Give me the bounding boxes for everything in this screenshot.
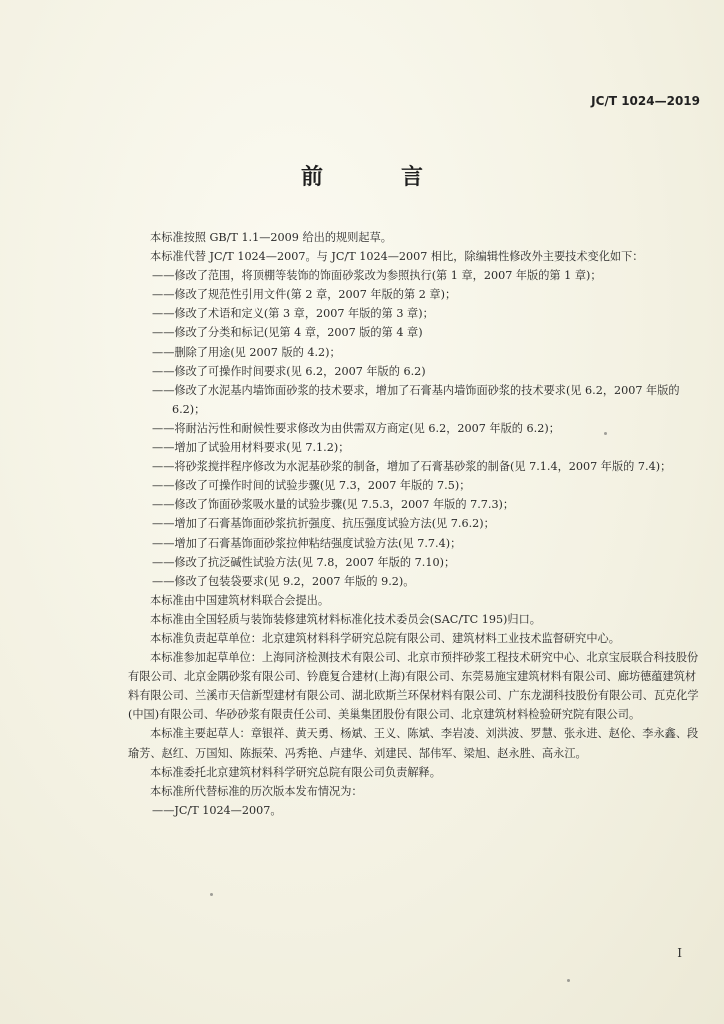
change-item: ——修改了范围，将顶棚等装饰的饰面砂浆改为参照执行(第 1 章，2007 年版的第 1 章)； [152,269,602,283]
paragraph: 本标准主要起草人：章银祥、黄天勇、杨斌、王义、陈斌、李岩凌、刘洪波、罗慧、张永进、赵伦、李永鑫、段瑜芳、赵红、万国知、陈振荣、冯秀艳、卢建华、刘建民、郜伟军、梁旭、赵永胜、高永江。 [128,727,699,760]
paragraph: 本标准参加起草单位：上海同济检测技术有限公司、北京市预拌砂浆工程技术研究中心、北京宝辰联合科技股份有限公司、北京金隅砂浆有限公司、钤鹿复合建材(上海)有限公司、东莞易施宝建筑材料有限公司、廊坊德蕴建筑材料有限公司、兰溪市天信新型建材有限公司、湖北欧斯兰环保材料有限公司、广东龙湖科技股份有限公司、瓦克化学(中国)有限公司、华砂砂浆有限责任公司、美巢集团股份有限公司、北京建筑材料检验研究院有限公司。 [128,651,699,722]
page-title: 前 言 [300,165,451,190]
change-item: ——修改了抗泛碱性试验方法(见 7.8，2007 年版的 7.10)； [152,555,456,569]
change-item: ——修改了可操作时间的试验步骤(见 7.3，2007 年版的 7.5)； [152,479,471,493]
page-number: I [677,946,682,960]
change-item: ——修改了可操作时间要求(见 6.2，2007 年版的 6.2) [152,364,426,378]
change-item: ——增加了试验用材料要求(见 7.1.2)； [152,441,350,455]
paragraph: 本标准所代替标准的历次版本发布情况为： [150,784,363,798]
change-item: ——修改了包装袋要求(见 9.2，2007 年版的 9.2)。 [152,574,415,588]
paragraph: 本标准按照 GB/T 1.1—2009 给出的规则起草。 [150,231,392,244]
change-item: ——将耐沾污性和耐候性要求修改为由供需双方商定(见 6.2，2007 年版的 6.2)； [152,421,560,435]
paragraph: 本标准由全国轻质与装饰装修建筑材料标准化技术委员会(SAC/TC 195)归口。 [150,612,541,626]
change-item: ——将砂浆搅拌程序修改为水泥基砂浆的制备，增加了石膏基砂浆的制备(见 7.1.4，2007 年版的 7.4)； [152,460,672,474]
scan-speck [604,432,607,435]
change-item: ——增加了石膏基饰面砂浆拉伸粘结强度试验方法(见 7.7.4)； [152,536,462,550]
change-item: ——修改了饰面砂浆吸水量的试验步骤(见 7.5.3，2007 年版的 7.7.3)； [152,498,515,512]
paragraph: 本标准委托北京建筑材料科学研究总院有限公司负责解释。 [150,765,441,779]
scan-speck [567,979,570,982]
change-item: ——修改了术语和定义(第 3 章，2007 年版的第 3 章)； [152,307,434,321]
change-item: ——删除了用途(见 2007 版的 4.2)； [152,345,341,359]
foreword-body [128,228,706,820]
history-item: ——JC/T 1024—2007。 [152,803,282,817]
change-item: ——修改了规范性引用文件(第 2 章，2007 年版的第 2 章)； [152,288,457,302]
change-item: ——增加了石膏基饰面砂浆抗折强度、抗压强度试验方法(见 7.6.2)； [152,517,495,531]
change-item: ——修改了分类和标记(见第 4 章，2007 版的第 4 章) [152,326,423,340]
standard-code: JC/T 1024—2019 [591,94,700,108]
paragraph: 本标准负责起草单位：北京建筑材料科学研究总院有限公司、建筑材料工业技术监督研究中心。 [150,631,620,645]
change-item: ——修改了水泥基内墙饰面砂浆的技术要求，增加了石膏基内墙饰面砂浆的技术要求(见 6.2，2007 年版的 6.2)； [152,383,680,416]
paragraph: 本标准代替 JC/T 1024—2007。与 JC/T 1024—2007 相比，除编辑性修改外主要技术变化如下： [150,250,644,264]
scan-speck [210,893,213,896]
paragraph: 本标准由中国建筑材料联合会提出。 [150,593,330,607]
